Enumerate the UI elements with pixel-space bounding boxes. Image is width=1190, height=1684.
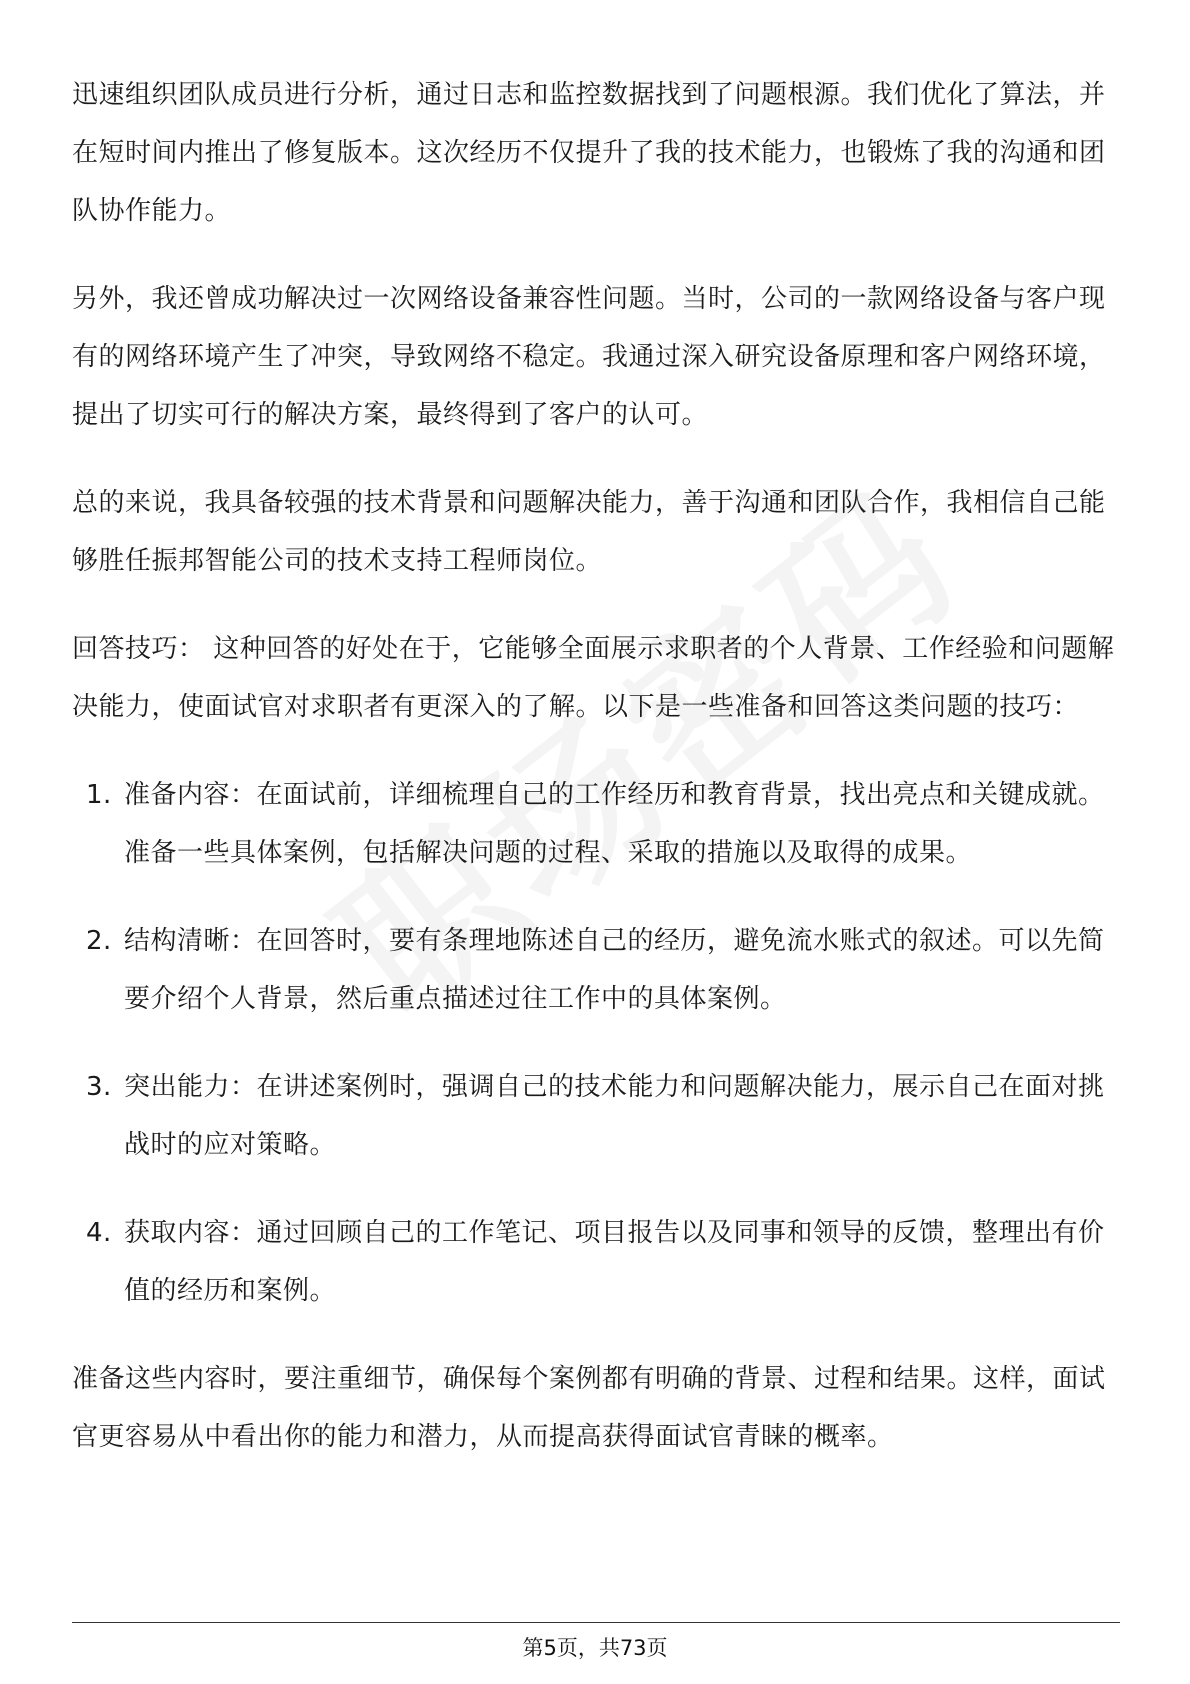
list-item-number: 3. xyxy=(86,1072,112,1102)
list-item-number: 4. xyxy=(86,1218,112,1248)
paragraph-2: 另外，我还曾成功解决过一次网络设备兼容性问题。当时，公司的一款网络设备与客户现有的网络环境产生了冲突，导致网络不稳定。我通过深入研究设备原理和客户网络环境，提出了切实可行的解决方案，最终得到了客户的认可。 xyxy=(72,284,1106,430)
paragraph-3: 总的来说，我具备较强的技术背景和问题解决能力，善于沟通和团队合作，我相信自己能够胜任振邦智能公司的技术支持工程师岗位。 xyxy=(72,488,1106,576)
list-item xyxy=(72,766,1120,882)
paragraph-1: 迅速组织团队成员进行分析，通过日志和监控数据找到了问题根源。我们优化了算法，并在短时间内推出了修复版本。这次经历不仅提升了我的技术能力，也锻炼了我的沟通和团队协作能力。 xyxy=(72,80,1106,226)
list-item-number: 2. xyxy=(86,926,112,956)
list-item xyxy=(72,912,1120,1028)
list-item-text: 突出能力：在讲述案例时，强调自己的技术能力和问题解决能力，展示自己在面对挑战时的应对策略。 xyxy=(124,1072,1105,1160)
page-number: 第5页，共73页 xyxy=(522,1636,668,1660)
page-content xyxy=(72,66,1120,1496)
list-item-text: 准备内容：在面试前，详细梳理自己的工作经历和教育背景，找出亮点和关键成就。准备一些具体案例，包括解决问题的过程、采取的措施以及取得的成果。 xyxy=(124,780,1105,868)
footer-divider xyxy=(72,1622,1120,1623)
list-item xyxy=(72,1204,1120,1320)
paragraph-conclusion: 准备这些内容时，要注重细节，确保每个案例都有明确的背景、过程和结果。这样，面试官更容易从中看出你的能力和潜力，从而提高获得面试官青睐的概率。 xyxy=(72,1364,1106,1452)
tips-list xyxy=(72,766,1120,1320)
list-item-number: 1. xyxy=(86,780,112,810)
list-item-text: 获取内容：通过回顾自己的工作笔记、项目报告以及同事和领导的反馈，整理出有价值的经历和案例。 xyxy=(124,1218,1105,1306)
answer-tips-intro: 回答技巧： 这种回答的好处在于，它能够全面展示求职者的个人背景、工作经验和问题解决能力，使面试官对求职者有更深入的了解。以下是一些准备和回答这类问题的技巧： xyxy=(72,634,1115,722)
list-item xyxy=(72,1058,1120,1174)
list-item-text: 结构清晰：在回答时，要有条理地陈述自己的经历，避免流水账式的叙述。可以先简要介绍个人背景，然后重点描述过往工作中的具体案例。 xyxy=(124,926,1105,1014)
